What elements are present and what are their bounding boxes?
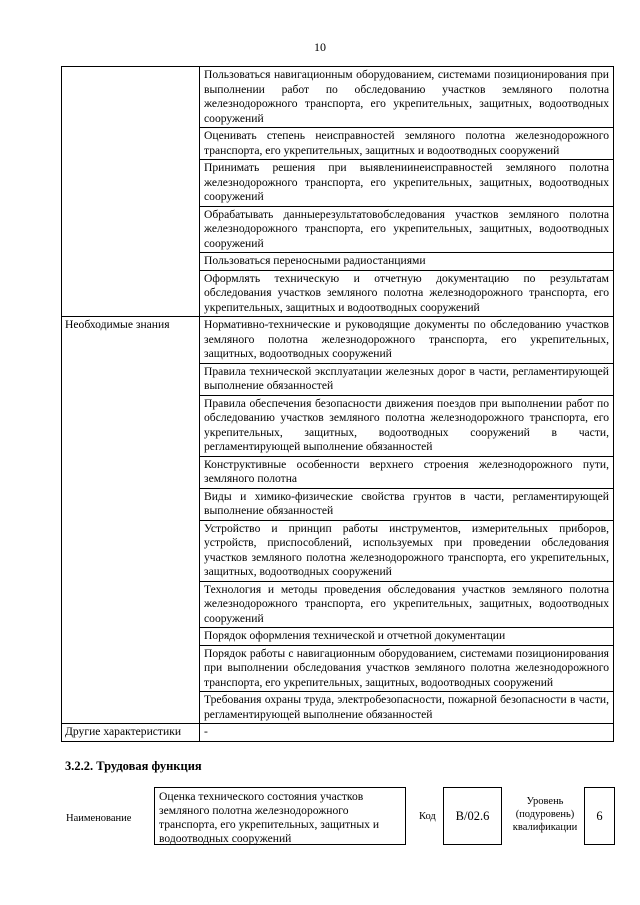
skill-item: Обрабатывать данныерезультатовобследования участков земляного полотна железнодорожного транспорта, его укрепительных, защитных, водоотводных сооружений xyxy=(200,206,614,253)
knowledge-item: Конструктивные особенности верхнего строения железнодорожного пути, земляного полотна xyxy=(200,456,614,488)
knowledge-item: Правила обеспечения безопасности движения поездов при выполнении работ по обследованию участков земляного полотна железнодорожного транспорта, его укрепительных, защитных, водоотводных сооружений в части, регламентирующей выполнение обязанностей xyxy=(200,395,614,456)
skill-item: Оформлять техническую и отчетную документацию по результатам обследования участков земляного полотна железнодорожного транспорта, его укрепительных, защитных и водоотводных сооружений xyxy=(200,270,614,317)
requirements-table xyxy=(61,66,614,742)
labor-function-code-value: В/02.6 xyxy=(443,787,502,845)
other-characteristics-label: Другие характеристики xyxy=(62,724,200,742)
page-number: 10 xyxy=(314,40,326,54)
qualification-level-value: 6 xyxy=(584,787,615,845)
skill-item: Пользоваться навигационным оборудованием, системами позиционирования при выполнении работ по обследованию участков земляного полотна железнодорожного транспорта, его укрепительных, защитных, водоотводных сооружений xyxy=(200,67,614,128)
labor-function-name-label: Наименование xyxy=(66,813,132,824)
knowledge-item: Порядок работы с навигационным оборудованием, системами позиционирования при выполнении обследования участков земляного полотна железнодорожного транспорта, его укрепительных, защитных, водоотводных сооружений xyxy=(200,645,614,692)
knowledge-item: Виды и химико-физические свойства грунтов в части, регламентирующей выполнение обязанностей xyxy=(200,488,614,520)
table-row xyxy=(62,67,614,128)
skill-item: Принимать решения при выявлениинеисправностей земляного полотна железнодорожного транспорта, его укрепительных, защитных, водоотводных сооружений xyxy=(200,160,614,207)
knowledge-item: Правила технической эксплуатации железных дорог в части, регламентирующей выполнение обязанностей xyxy=(200,363,614,395)
skill-item: Оценивать степень неисправностей земляного полотна железнодорожного транспорта, его укрепительных, защитных и водоотводных сооружений xyxy=(200,128,614,160)
knowledge-item: Технология и методы проведения обследования участков земляного полотна железнодорожного транспорта, его укрепительных, защитных, водоотводных сооружений xyxy=(200,581,614,628)
skills-label-cell xyxy=(62,67,200,317)
labor-function-code-label: Код xyxy=(419,811,436,822)
other-characteristics-value: - xyxy=(200,724,614,742)
knowledge-item: Нормативно-технические и руководящие документы по обследованию участков земляного полотна железнодорожного транспорта, его укрепительных, защитных, водоотводных сооружений xyxy=(200,317,614,364)
knowledge-item: Устройство и принцип работы инструментов, измерительных приборов, устройств, приспособлений, используемых при проведении обследования участков земляного полотна железнодорожного транспорта, его укрепительных, защитных, водоотводных сооружений xyxy=(200,520,614,581)
labor-function-name-value: Оценка технического состояния участков земляного полотна железнодорожного транспорта, его укрепительных, защитных и водоотводных сооружений xyxy=(154,787,406,845)
knowledge-label: Необходимые знания xyxy=(62,317,200,724)
table-row xyxy=(62,317,614,364)
table-row xyxy=(62,724,614,742)
skill-item: Пользоваться переносными радиостанциями xyxy=(200,253,614,271)
section-title: 3.2.2. Трудовая функция xyxy=(65,759,202,773)
qualification-level-label: Уровень (подуровень) квалификации xyxy=(512,796,578,833)
knowledge-item: Порядок оформления технической и отчетной документации xyxy=(200,628,614,646)
knowledge-item: Требования охраны труда, электробезопасности, пожарной безопасности в части, регламентирующей выполнение обязанностей xyxy=(200,692,614,724)
